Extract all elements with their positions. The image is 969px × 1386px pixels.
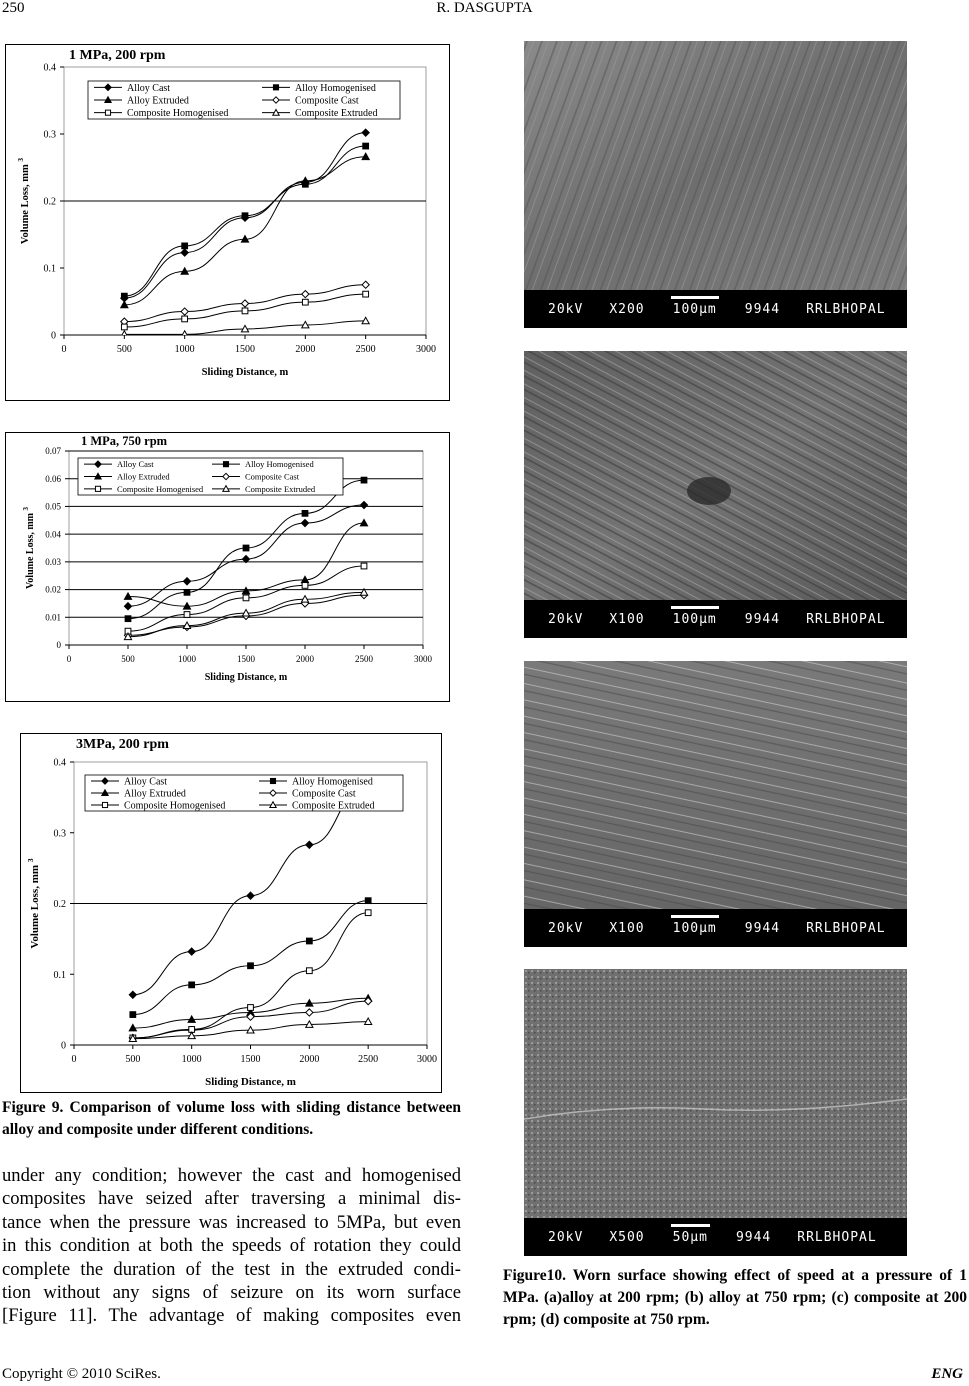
y-tick-label: 0 [56,640,61,651]
legend-label: Alloy Extruded [127,95,189,107]
legend-label: Composite Cast [292,788,356,800]
y-tick-label: 0 [51,330,56,342]
running-head: R. DASGUPTA [436,0,533,16]
page-number: 250 [2,0,25,16]
data-point [243,595,249,601]
legend-marker [95,486,100,491]
chart-svg-3 [21,734,441,1092]
y-tick-label: 0.04 [45,529,61,540]
legend-label: Composite Cast [295,95,359,107]
lab-label: RRLBHOPAL [806,611,886,627]
scale-bar: 100µm [672,301,717,317]
y-tick-label: 0.1 [53,969,66,981]
x-axis-label: Sliding Distance, m [201,367,289,378]
x-tick-label: 2500 [358,1054,379,1065]
data-point [189,982,195,988]
y-tick-label: 0.07 [45,446,61,457]
x-tick-label: 1000 [174,344,195,355]
kv-label: 20kV [548,1229,584,1245]
data-point [361,477,367,483]
y-axis-label-superscript: 3 [16,157,25,162]
data-point [360,501,367,508]
scale-bar: 100µm [672,611,717,627]
legend-marker [270,778,275,783]
data-point [301,519,308,526]
chart-svg-2 [6,433,449,701]
chart-1mpa-750rpm [5,432,450,702]
data-point [182,316,188,322]
lab-label: RRLBHOPAL [806,301,886,317]
figure-9-caption: Figure 9. Comparison of volume loss with sliding distance between alloy and composite under different conditions. [2,1099,461,1138]
x-tick-label: 500 [121,654,135,664]
legend-label: Alloy Cast [127,82,171,94]
data-point [302,291,309,298]
series-alloy-extruded [121,153,370,308]
y-axis-label: Volume Loss, mm $^3$ [22,506,36,590]
y-tick-label: 0.3 [53,828,66,840]
y-axis-label: Volume Loss, mm $^3$ [26,858,41,949]
legend-label: Alloy Cast [117,459,154,470]
data-point [302,510,308,516]
lab-label: RRLBHOPAL [806,920,886,936]
image-id: 9944 [735,1229,772,1245]
micrograph-texture [524,969,907,1218]
data-point [365,910,371,916]
y-tick-label: 0.2 [53,899,66,910]
legend-label: Alloy Extruded [117,471,170,482]
x-tick-label: 3000 [414,654,432,664]
sem-micrograph-b [524,351,907,638]
x-axis-label: Sliding Distance, m [204,672,288,683]
y-tick-label: 0.4 [43,62,56,74]
legend-label: Composite Extruded [295,108,378,120]
data-point [363,291,369,297]
series-alloy-homogenised [130,898,371,1018]
mag-label: X100 [609,920,645,936]
y-tick-label: 0 [61,1040,66,1052]
series-composite-cast [121,281,370,325]
scale-bar: 100µm [672,920,717,936]
data-point [184,589,190,595]
legend-marker [102,802,107,807]
data-point [181,308,188,315]
x-tick-label: 2500 [355,654,373,664]
x-tick-label: 1500 [235,344,255,355]
data-point [125,616,131,622]
legend-label: Composite Cast [245,471,300,482]
legend-marker [223,462,228,467]
data-point [361,563,367,569]
micrograph-databar [524,600,907,638]
data-point [362,281,369,288]
footer-journal: ENG [931,1366,963,1382]
footer-copyright: Copyright © 2010 SciRes. [2,1366,161,1382]
legend-label: Composite Homogenised [117,483,204,494]
data-point [306,938,312,944]
data-point [306,841,313,848]
x-tick-label: 3000 [417,1054,437,1065]
data-point [363,143,369,149]
data-point [302,583,308,589]
data-point [129,991,136,998]
body-line: composites have seized after traversing a minimal dis- [2,1188,461,1210]
x-tick-label: 1000 [181,1054,202,1065]
x-tick-label: 2500 [355,344,376,355]
figure-10-caption: Figure10. Worn surface showing effect of speed at a pressure of 1 MPa. (a)alloy at 200 rpm; (b) alloy at 750 rpm; (c) composite at 200 rpm; (d) composite at 750 rpm. [503,1267,967,1328]
y-tick-label: 0.3 [43,129,56,141]
kv-label: 20kV [548,611,584,627]
body-line: under any condition; however the cast and homogenised [2,1165,461,1186]
legend-marker [105,110,110,115]
x-tick-label: 500 [125,1054,141,1065]
y-tick-label: 0.1 [43,263,56,275]
sem-micrograph-d [524,969,907,1256]
data-point [130,1012,136,1018]
y-axis-label-superscript: 3 [22,506,30,511]
x-tick-label: 1500 [237,654,255,664]
data-point [306,1009,313,1016]
y-tick-label: 0.02 [45,584,61,595]
micrograph-databar [524,290,907,328]
data-point [242,213,248,219]
data-point [306,968,312,974]
y-tick-label: 0.03 [45,557,61,568]
series-composite-extruded [129,1018,372,1041]
micrograph-texture [524,351,907,600]
data-point [183,578,190,585]
chart-title: 3MPa, 200 rpm [76,737,169,752]
chart-svg-1 [6,45,449,400]
data-point [121,324,127,330]
data-point [243,545,249,551]
data-point [302,299,308,305]
x-tick-label: 2000 [295,344,316,355]
data-point [121,293,127,299]
legend-label: Composite Homogenised [124,800,226,812]
kv-label: 20kV [548,301,584,317]
data-point [365,898,371,904]
x-tick-label: 0 [71,1054,77,1065]
y-tick-label: 0.4 [53,757,66,769]
legend-label: Alloy Cast [124,776,168,788]
data-point [241,300,248,307]
mag-label: X500 [609,1229,645,1245]
chart-title: 1 MPa, 750 rpm [81,434,168,448]
legend-marker [273,85,278,90]
legend-label: Alloy Homogenised [295,82,376,94]
x-tick-label: 2000 [299,1054,320,1065]
data-point [248,1005,254,1011]
data-point [248,963,254,969]
series-composite-homogenised [121,291,368,330]
x-axis-label: Sliding Distance, m [205,1076,296,1088]
image-id: 9944 [744,920,781,936]
micrograph-texture [524,661,907,909]
data-point [188,948,195,955]
micrograph-databar [524,909,907,947]
image-id: 9944 [744,301,781,317]
legend-label: Alloy Homogenised [292,776,373,788]
image-id: 9944 [744,611,781,627]
x-tick-label: 500 [116,344,132,355]
sem-micrograph-a [524,41,907,328]
x-tick-label: 2000 [296,654,314,664]
x-tick-label: 1000 [178,654,196,664]
series-composite-homogenised [130,910,371,1041]
series-line [133,901,368,1015]
kv-label: 20kV [548,920,584,936]
y-axis-label: Volume Loss, mm $^3$ [16,157,31,245]
sem-micrograph-c [524,661,907,947]
chart-3mpa-200rpm [20,733,442,1093]
micrograph-texture [524,41,907,290]
series-composite-extruded [121,317,370,337]
data-point [182,243,188,249]
data-point [184,612,190,618]
data-point [247,892,254,899]
x-tick-label: 3000 [416,344,436,355]
body-line: [Figure 11]. The advantage of making composites even [2,1305,461,1327]
body-paragraph [2,1164,461,1328]
body-line: complete the duration of the test in the extruded condi- [2,1258,461,1280]
x-tick-label: 1500 [240,1054,261,1065]
y-tick-label: 0.01 [45,612,61,623]
mag-label: X200 [609,301,645,317]
data-point [124,603,131,610]
data-point [360,519,367,525]
body-line: tance when the pressure was increased to 5MPa, but even [2,1211,461,1233]
micrograph-databar [524,1218,907,1256]
series-composite-homogenised [125,563,367,634]
series-line [124,157,365,305]
x-tick-label: 0 [61,344,67,355]
data-point [242,308,248,314]
chart-1mpa-200rpm [5,44,450,401]
data-point [181,249,188,256]
body-line: tion without any signs of seizure on its worn surface [2,1282,461,1304]
y-axis-label-superscript: 3 [26,858,35,863]
y-tick-label: 0.2 [43,196,56,208]
y-tick-label: 0.06 [45,473,61,484]
chart-title: 1 MPa, 200 rpm [69,48,166,63]
legend-label: Alloy Homogenised [245,459,314,470]
lab-label: RRLBHOPAL [797,1229,877,1245]
mag-label: X100 [609,611,645,627]
legend-label: Composite Extruded [245,483,316,494]
legend-label: Alloy Extruded [124,788,186,800]
body-line: in this condition at both the speeds of rotation they could [2,1235,461,1257]
scale-bar: 50µm [672,1229,708,1245]
legend-label: Composite Extruded [292,800,375,812]
y-tick-label: 0.05 [45,501,61,512]
data-point [362,129,369,136]
x-tick-label: 0 [66,654,72,664]
legend-label: Composite Homogenised [127,108,229,120]
